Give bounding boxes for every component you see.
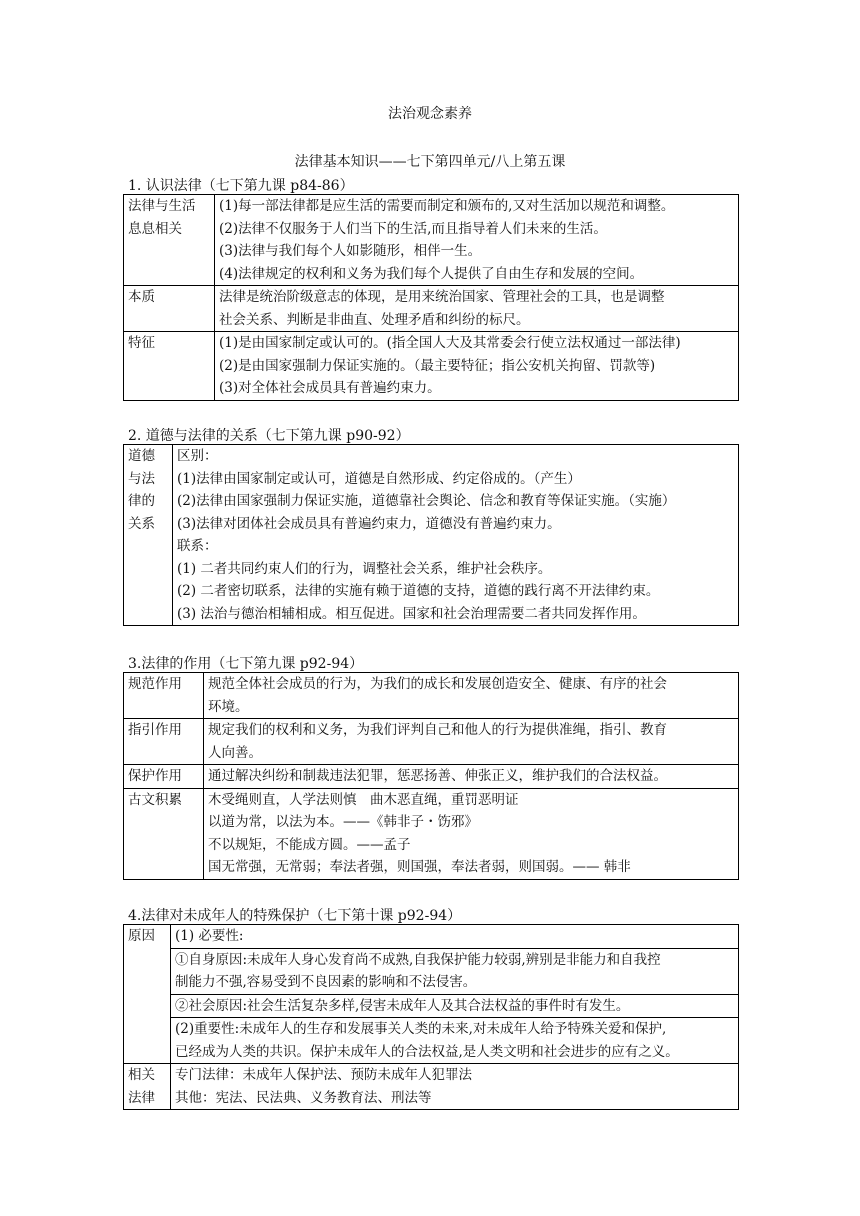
- table-row: [124, 195, 739, 286]
- row-label: 原因: [124, 925, 171, 1064]
- row-label: 相关 法律: [124, 1064, 171, 1110]
- row-label: 保护作用: [124, 765, 204, 789]
- row-label: 道德 与法 律的 关系: [124, 445, 173, 626]
- section-3-heading: 3.法律的作用（七下第九课 p92-94）: [128, 656, 364, 672]
- row-content: 木受绳则直，人学法则慎 曲木恶直绳，重罚恶明证 以道为常，以法为本。——《韩非子・饬邪》 不以规矩，不能成方圆。——孟子 国无常强，无常弱；奉法者强，则国强，奉法者弱，则国弱。—— 韩非: [204, 788, 739, 879]
- table-row: [124, 332, 739, 401]
- row-label: 古文积累: [124, 788, 204, 879]
- row-label: 规范作用: [124, 673, 204, 719]
- row-label: 特征: [124, 332, 215, 401]
- row-content: 规范全体社会成员的行为，为我们的成长和发展创造安全、健康、有序的社会 环境。: [204, 673, 739, 719]
- table-row: [124, 286, 739, 332]
- row-content: 通过解决纠纷和制裁违法犯罪，惩恶扬善、伸张正义，维护我们的合法权益。: [204, 765, 739, 789]
- row-content: (1) 必要性: ①自身原因:未成年人身心发育尚不成熟,自我保护能力较弱,辨别是非能力和自我控 制能力不强,容易受到不良因素的影响和不法侵害。 ②社会原因:社会生活复杂多样,侵害未成年人及其合法权益的事件时有发生。 (2)重要性:未成年人的生存和发展事关人类的未来,对未成年人给予特殊关爱和保护, 已经成为人类的共识。保护未成年人的合法权益,是人类文明和社会进步的应有之义。: [171, 925, 739, 1064]
- section-3-table: [123, 672, 739, 880]
- document-title: 法治观念素养: [388, 106, 472, 122]
- row-content: 专门法律：未成年人保护法、预防未成年人犯罪法 其他：宪法、民法典、义务教育法、刑法等: [171, 1064, 739, 1110]
- row-content: 区别： (1)法律由国家制定或认可，道德是自然形成、约定俗成的。（产生） (2)法律由国家强制力保证实施，道德靠社会舆论、信念和教育等保证实施。（实施） (3)法律对团体社会成员具有普遍约束力，道德没有普遍约束力。 联系： (1) 二者共同约束人们的行为，调整社会关系，维护社会秩序。 (2) 二者密切联系，法律的实施有赖于道德的支持，道德的践行离不开法律约束。 (3) 法治与德治相辅相成。相互促进。国家和社会治理需要二者共同发挥作用。: [173, 445, 739, 626]
- table-row: [124, 1064, 739, 1110]
- row-label: 指引作用: [124, 719, 204, 765]
- row-label: 本质: [124, 286, 215, 332]
- section-1-table: [123, 194, 739, 401]
- document-subtitle: 法律基本知识——七下第四单元/八上第五课: [294, 154, 566, 170]
- table-row: [124, 719, 739, 765]
- row-content: 规定我们的权利和义务，为我们评判自己和他人的行为提供准绳，指引、教育 人向善。: [204, 719, 739, 765]
- row-label: 法律与生活息息相关: [124, 195, 215, 286]
- section-4-table: [123, 924, 739, 1110]
- table-row: [124, 925, 739, 1064]
- row-content: (1)每一部法律都是应生活的需要而制定和颁布的,又对生活加以规范和调整。 (2)法律不仅服务于人们当下的生活,而且指导着人们未来的生活。 (3)法律与我们每个人如影随形，相伴一生。 (4)法律规定的权利和义务为我们每个人提供了自由生存和发展的空间。: [215, 195, 739, 286]
- table-row: [124, 788, 739, 879]
- table-row: [124, 445, 739, 626]
- row-content: (1)是由国家制定或认可的。(指全国人大及其常委会行使立法权通过一部法律) (2)是由国家强制力保证实施的。（最主要特征；指公安机关拘留、罚款等) (3)对全体社会成员具有普遍约束力。: [215, 332, 739, 401]
- row-content: 法律是统治阶级意志的体现，是用来统治国家、管理社会的工具，也是调整 社会关系、判断是非曲直、处理矛盾和纠纷的标尺。: [215, 286, 739, 332]
- section-2-table: [123, 444, 739, 626]
- section-4-heading: 4.法律对未成年人的特殊保护（七下第十课 p92-94）: [128, 908, 462, 924]
- table-row: [124, 673, 739, 719]
- table-row: [124, 765, 739, 789]
- section-2-heading: 2. 道德与法律的关系（七下第九课 p90-92）: [128, 428, 410, 444]
- section-1-heading: 1. 认识法律（七下第九课 p84-86）: [128, 178, 354, 194]
